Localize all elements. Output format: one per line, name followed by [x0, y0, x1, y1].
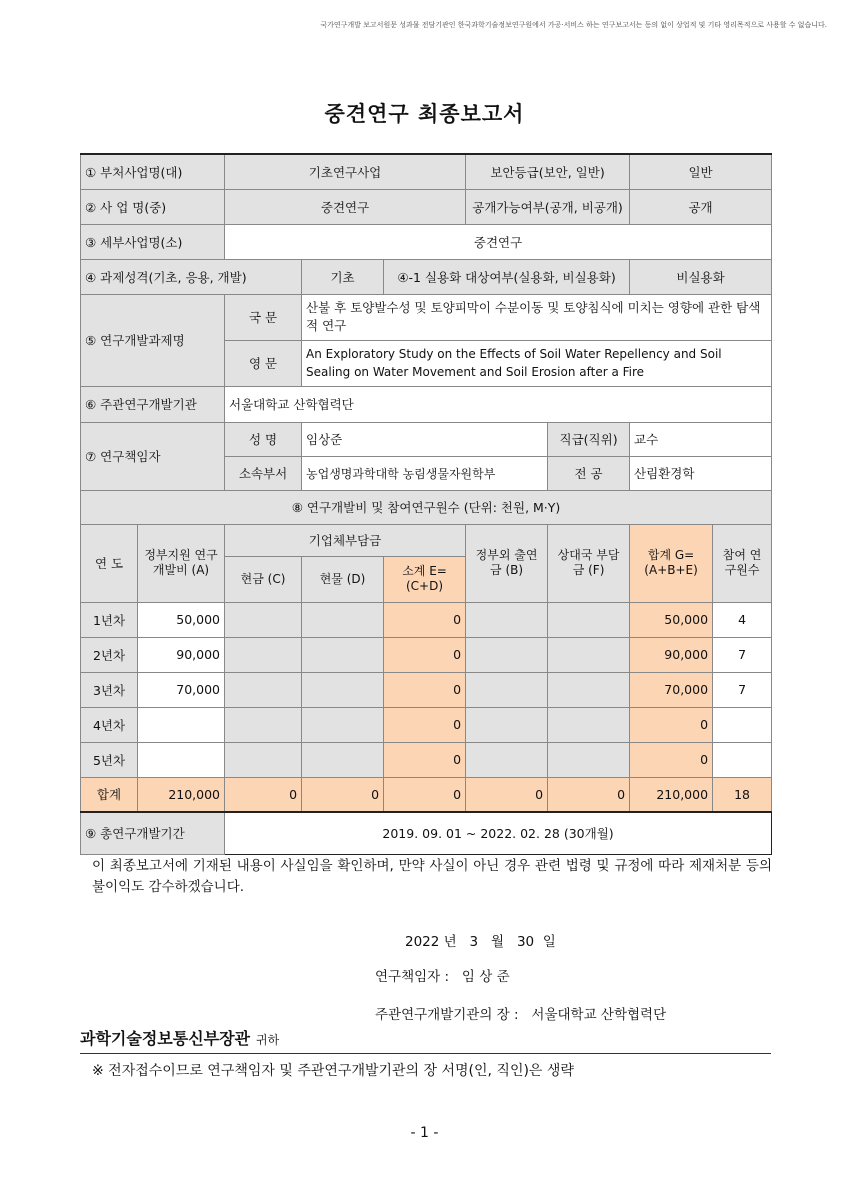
- staff-cell: 7: [713, 637, 772, 672]
- signer-institution-head: 주관연구개발기관의 장 : 서울대학교 산학협력단: [375, 1007, 667, 1023]
- staff-cell: [713, 707, 772, 742]
- foreign-cell: [548, 707, 630, 742]
- pi-department: 농업생명과학대학 농림생물자원학부: [302, 456, 548, 490]
- pi-position: 교수: [630, 422, 772, 456]
- nongov-cell: [466, 602, 548, 637]
- total-cell: 50,000: [630, 602, 713, 637]
- dept-label: 소속부서: [225, 456, 302, 490]
- gov-cell: 90,000: [138, 637, 225, 672]
- korean-title: 산불 후 토양발수성 및 토양피막이 수분이동 및 토양침식에 미치는 영향에 관한 탐색적 연구: [302, 294, 772, 340]
- row1-label: ① 부처사업명(대): [81, 154, 225, 189]
- minister-suffix: 귀하: [256, 1033, 280, 1047]
- nongov-cell: [466, 742, 548, 777]
- gov-cell: [138, 707, 225, 742]
- total-cell: 0: [630, 707, 713, 742]
- nongov-cell: [466, 707, 548, 742]
- inkind-cell: [302, 672, 384, 707]
- foreign-cell: [548, 672, 630, 707]
- foreign-cell: [548, 637, 630, 672]
- table-row: [81, 707, 772, 742]
- sum-total-cell: 210,000: [630, 777, 713, 812]
- gov-cell: 50,000: [138, 602, 225, 637]
- year-cell: 2년차: [81, 637, 138, 672]
- nongov-cell: [466, 637, 548, 672]
- sum-cash-cell: 0: [225, 777, 302, 812]
- year-cell: 4년차: [81, 707, 138, 742]
- total-cell: 70,000: [630, 672, 713, 707]
- year-cell: 1년차: [81, 602, 138, 637]
- row6-label: ⑥ 주관연구개발기관: [81, 386, 225, 422]
- sum-row: [81, 777, 772, 812]
- footnote: ※ 전자접수이므로 연구책임자 및 주관연구개발기관의 장 서명(인, 직인)은 생략: [92, 1063, 574, 1079]
- inkind-cell: [302, 707, 384, 742]
- cash-cell: [225, 742, 302, 777]
- research-period: 2019. 09. 01 ~ 2022. 02. 28 (30개월): [225, 812, 772, 854]
- sum-staff-cell: 18: [713, 777, 772, 812]
- table-row: [81, 672, 772, 707]
- foreign-cell: [548, 602, 630, 637]
- staff-cell: [713, 742, 772, 777]
- subtotal-cell: 0: [384, 707, 466, 742]
- pi-major: 산림환경학: [630, 456, 772, 490]
- inkind-cell: [302, 742, 384, 777]
- nongov-header: 정부외 출연금 (B): [466, 524, 548, 602]
- row4-label: ④ 과제성격(기초, 응용, 개발): [81, 259, 302, 294]
- name-label: 성 명: [225, 422, 302, 456]
- security-value: 일반: [630, 154, 772, 189]
- period-label: ⑨ 총연구개발기간: [81, 812, 225, 854]
- eng-label: 영 문: [225, 340, 302, 386]
- practical-value: 비실용화: [630, 259, 772, 294]
- year-cell: 5년차: [81, 742, 138, 777]
- year-header: 연 도: [81, 524, 138, 602]
- foreign-cell: [548, 742, 630, 777]
- inkind-header: 현물 (D): [302, 556, 384, 602]
- cash-cell: [225, 637, 302, 672]
- staff-cell: 4: [713, 602, 772, 637]
- staff-header: 참여 연구원수: [713, 524, 772, 602]
- sum-year-cell: 합계: [81, 777, 138, 812]
- subtotal-header: 소계 E=(C+D): [384, 556, 466, 602]
- addressee: [80, 1026, 771, 1054]
- public-value: 공개: [630, 189, 772, 224]
- total-cell: 0: [630, 742, 713, 777]
- declaration-text: 이 최종보고서에 기재된 내용이 사실임을 확인하며, 만약 사실이 아닌 경우 관련 법령 및 규정에 따라 제재처분 등의 불이익도 감수하겠습니다.: [92, 858, 772, 895]
- staff-cell: 7: [713, 672, 772, 707]
- ministry-program: 기초연구사업: [225, 154, 466, 189]
- cash-cell: [225, 602, 302, 637]
- cash-header: 현금 (C): [225, 556, 302, 602]
- position-label: 직급(직위): [548, 422, 630, 456]
- gov-cell: 70,000: [138, 672, 225, 707]
- usage-notice: 국가연구개발 보고서원문 성과물 전담기관인 한국과학기술정보연구원에서 가공·서비스 하는 연구보고서는 동의 없이 상업적 및 기타 영리목적으로 사용할 수 없습니다.: [320, 21, 827, 29]
- sum-subtotal-cell: 0: [384, 777, 466, 812]
- sub-program: 중견연구: [225, 224, 772, 259]
- budget-section-title: ⑧ 연구개발비 및 참여연구원수 (단위: 천원, M·Y): [81, 490, 772, 524]
- report-info-table: [80, 153, 772, 855]
- gov-header: 정부지원 연구개발비 (A): [138, 524, 225, 602]
- cash-cell: [225, 672, 302, 707]
- total-header: 합계 G=(A+B+E): [630, 524, 713, 602]
- gov-cell: [138, 742, 225, 777]
- row5-label: ⑤ 연구개발과제명: [81, 294, 225, 386]
- sum-inkind-cell: 0: [302, 777, 384, 812]
- page-number: - 1 -: [410, 1125, 439, 1141]
- subtotal-cell: 0: [384, 602, 466, 637]
- row3-label: ③ 세부사업명(소): [81, 224, 225, 259]
- major-label: 전 공: [548, 456, 630, 490]
- kor-label: 국 문: [225, 294, 302, 340]
- sum-foreign-cell: 0: [548, 777, 630, 812]
- cash-cell: [225, 707, 302, 742]
- foreign-header: 상대국 부담금 (F): [548, 524, 630, 602]
- table-row: [81, 742, 772, 777]
- pi-name: 임상준: [302, 422, 548, 456]
- subtotal-cell: 0: [384, 637, 466, 672]
- row2-label: ② 사 업 명(중): [81, 189, 225, 224]
- minister-title: 과학기술정보통신부장관: [80, 1029, 251, 1048]
- nongov-cell: [466, 672, 548, 707]
- total-cell: 90,000: [630, 637, 713, 672]
- subtotal-cell: 0: [384, 672, 466, 707]
- report-date: 2022 년 3 월 30 일: [405, 934, 556, 950]
- project-type: 기초: [302, 259, 384, 294]
- page-title: 중견연구 최종보고서: [324, 102, 525, 126]
- corp-header: 기업체부담금: [225, 524, 466, 556]
- inkind-cell: [302, 637, 384, 672]
- sum-gov-cell: 210,000: [138, 777, 225, 812]
- table-row: [81, 637, 772, 672]
- program-name: 중견연구: [225, 189, 466, 224]
- signer-pi: 연구책임자 : 임 상 준: [375, 969, 510, 985]
- english-title: An Exploratory Study on the Effects of Soil Water Repellency and Soil Sealing on Water Movement and Soil Erosion after a Fire: [302, 340, 772, 386]
- table-row: [81, 602, 772, 637]
- lead-institution: 서울대학교 산학협력단: [225, 386, 772, 422]
- row7-label: ⑦ 연구책임자: [81, 422, 225, 490]
- subtotal-cell: 0: [384, 742, 466, 777]
- sum-nongov-cell: 0: [466, 777, 548, 812]
- year-cell: 3년차: [81, 672, 138, 707]
- public-label: 공개가능여부(공개, 비공개): [466, 189, 630, 224]
- practical-label: ④-1 실용화 대상여부(실용화, 비실용화): [384, 259, 630, 294]
- inkind-cell: [302, 602, 384, 637]
- security-label: 보안등급(보안, 일반): [466, 154, 630, 189]
